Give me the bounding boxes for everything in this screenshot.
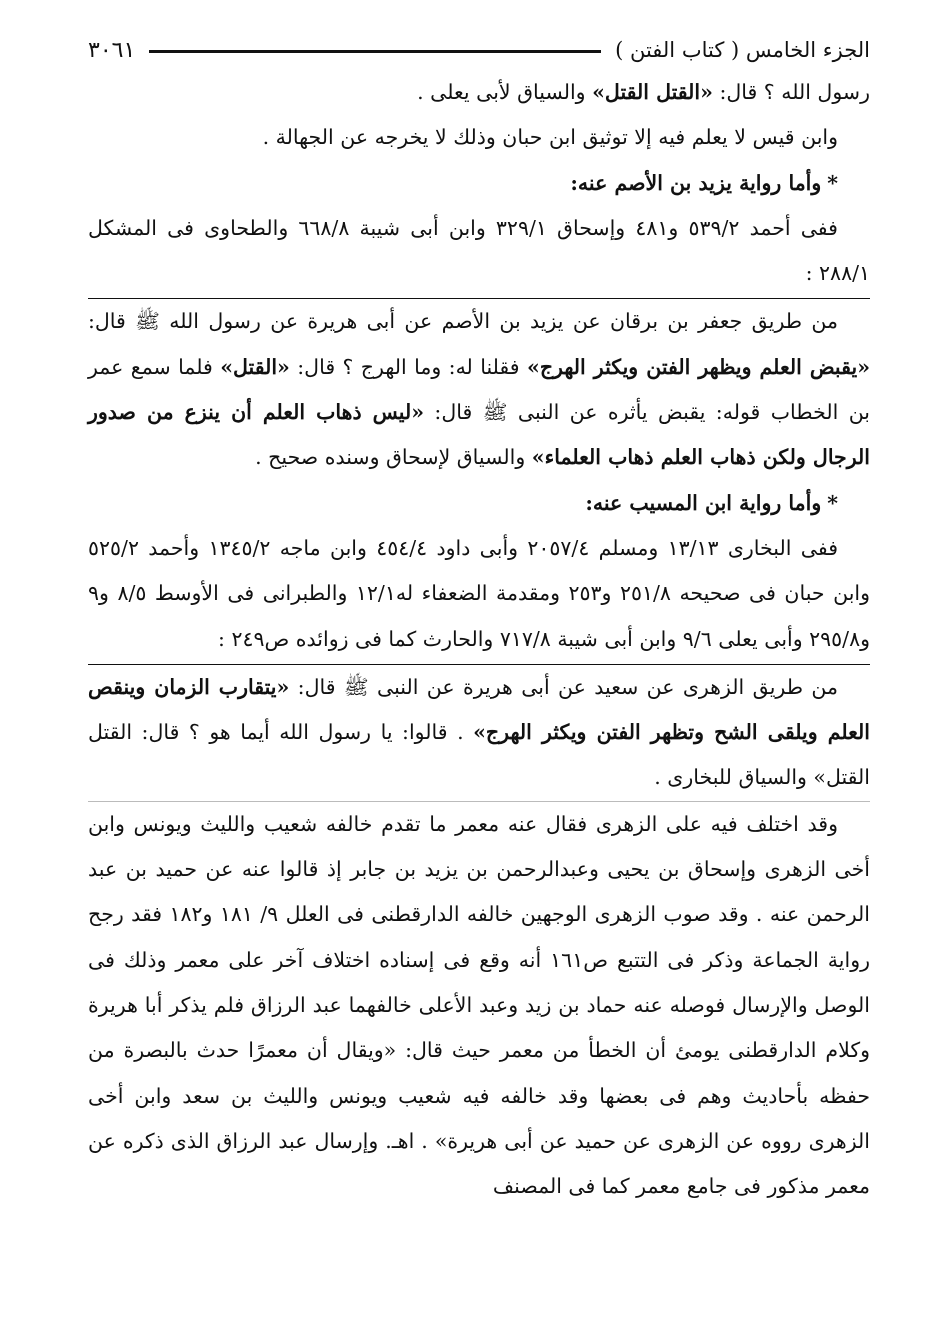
- hadith-paragraph: [88, 299, 870, 480]
- text-run: رسول الله ؟ قال:: [712, 80, 870, 104]
- page-number: ٣٠٦١: [88, 37, 136, 63]
- references-paragraph: ففى أحمد ٥٣٩/٢ و٤٨١ وإسحاق ٣٢٩/١ وابن أبى شيبة ٦٦٨/٨ والطحاوى فى المشكل ٢٨٨/١ :: [88, 215, 870, 286]
- section-heading-yazid: [88, 161, 870, 206]
- hadith-quote: «يتقارب الزمان وينقص العلم ويلقى الشح وتظهر الفتن ويكثر الهرج»: [88, 674, 870, 745]
- discussion-paragraph: وقد اختلف فيه على الزهرى فقال عنه معمر ما تقدم خالفه شعيب والليث ويونس وابن أخى الزهرى وإسحاق بن يحيى وعبدالرحمن بن يزيد بن جابر إذ قالوا عنه عن حميد بن عبد الرحمن عنه . وقد صوب الزهرى الوجهين خالفه الدارقطنى فى العلل ٩/ ١٨١ و١٨٢ فقد رجح رواية الجماعة وذكر فى التتبع ص١٦١ أنه وقع فى إسناده اختلاف آخر على معمر وذلك فى الوصل والإرسال فوصله عنه حماد بن زيد وعبد الأعلى خالفهما عبد الرزاق فلم يذكر أبا هريرة وكلام الدارقطنى يومئ أن الخطأ من معمر حيث قال: «ويقال أن معمرًا حدث بالبصرة من حفظه بأحاديث وهم فى بعضها وقد خالفه فيه شعيب ويونس والليث بن سعد وابن أخى الزهرى رووه عن الزهرى عن حميد عن أبى هريرة» . اهـ. وإرسال عبد الرزاق الذى ذكره عن معمر مذكور فى جامع معمر كما فى المصنف: [88, 811, 870, 1199]
- running-header: [88, 30, 870, 70]
- document-page: [88, 30, 870, 1320]
- text-run: والسياق لإسحاق وسنده صحيح .: [255, 445, 532, 470]
- section-heading-musayyab: [88, 481, 870, 526]
- text-run: والسياق لأبى يعلى .: [417, 80, 593, 104]
- asterisk-marker: *: [827, 170, 838, 195]
- text-run: فقلنا له: وما الهرج ؟ قال:: [289, 354, 527, 379]
- hadith-quote: «ليس ذهاب العلم أن ينزع من صدور الرجال ولكن ذهاب العلم ذهاب العلماء»: [88, 400, 870, 470]
- hadith-quote: «القتل القتل»: [592, 80, 713, 104]
- section-title: وأما رواية ابن المسيب عنه:: [585, 490, 822, 515]
- text-run: . قالوا: يا رسول الله أيما هو ؟ قال: القتل القتل» والسياق للبخارى .: [88, 720, 870, 790]
- references-paragraph: ففى البخارى ١٣/١٣ ومسلم ٢٠٥٧/٤ وأبى داود ٤٥٤/٤ وابن ماجه ١٣٤٥/٢ وأحمد ٥٢٥/٢ وابن حبان فى صحيحه ٢٥١/٨ و٢٥٣ ومقدمة الضعفاء له١٢/١ والطبرانى فى الأوسط ٨/٥ و٩ و٢٩٥/٨ وأبى يعلى ٩/٦ وابن أبى شيبة ٧١٧/٨ والحارث كما فى زوائده ص٢٤٩ :: [88, 535, 870, 651]
- continuation-paragraph: [88, 70, 870, 115]
- hadith-quote: «القتل»: [220, 354, 290, 379]
- text-run: من طريق جعفر بن برقان عن يزيد بن الأصم عن أبى هريرة عن رسول الله ﷺ قال:: [88, 309, 838, 334]
- text-run: فلما سمع عمر بن الخطاب قوله: يقبض يأثره عن النبى ﷺ قال:: [88, 354, 870, 425]
- text-run: من طريق الزهرى عن سعيد عن أبى هريرة عن النبى ﷺ قال:: [289, 674, 838, 699]
- asterisk-marker: *: [827, 490, 838, 515]
- hadith-paragraph: [88, 665, 870, 801]
- hadith-quote: «يقبض العلم ويظهر الفتن ويكثر الهرج»: [527, 354, 871, 379]
- header-title: الجزء الخامس ( كتاب الفتن ): [615, 38, 870, 62]
- note-paragraph: وابن قيس لا يعلم فيه إلا توثيق ابن حبان وذلك لا يخرجه عن الجهالة .: [262, 125, 838, 150]
- section-title: وأما رواية يزيد بن الأصم عنه:: [570, 170, 822, 195]
- header-rule: [149, 50, 601, 53]
